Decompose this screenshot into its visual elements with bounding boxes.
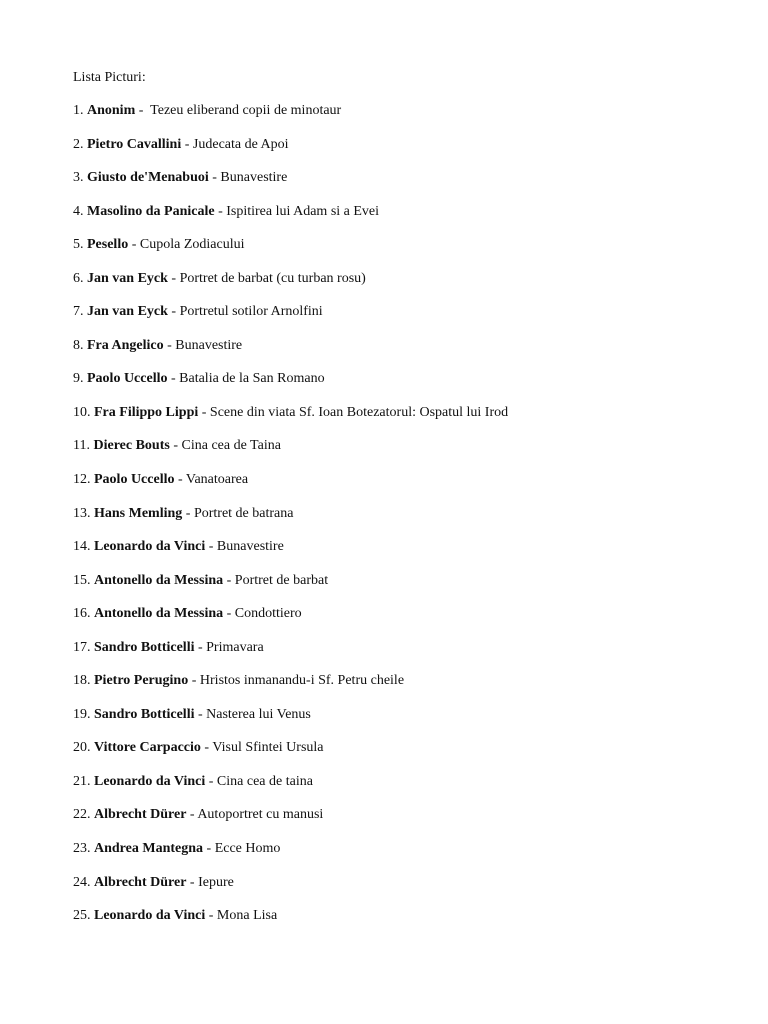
item-number: 24. bbox=[73, 874, 91, 890]
item-number: 2. bbox=[73, 136, 84, 152]
item-number: 4. bbox=[73, 203, 84, 219]
separator: - bbox=[181, 136, 193, 152]
artist-name: Fra Filippo Lippi bbox=[94, 404, 199, 420]
painting-title: Judecata de Apoi bbox=[192, 136, 289, 152]
item-number: 14. bbox=[73, 539, 91, 555]
list-item bbox=[73, 369, 508, 403]
painting-title: Vanatoarea bbox=[185, 472, 249, 488]
painting-title: Iepure bbox=[198, 874, 234, 890]
list-item bbox=[73, 772, 508, 806]
artist-name: Albrecht Dürer bbox=[94, 807, 187, 823]
item-number: 21. bbox=[73, 773, 91, 789]
artist-name: Jan van Eyck bbox=[87, 270, 168, 286]
separator: - bbox=[205, 539, 217, 555]
artist-name: Albrecht Dürer bbox=[94, 874, 187, 890]
separator: - bbox=[163, 337, 176, 353]
artist-name: Leonardo da Vinci bbox=[94, 539, 206, 555]
painting-title: Autoportret cu manusi bbox=[197, 807, 324, 823]
artist-name: Giusto de'Menabuoi bbox=[87, 170, 209, 186]
painting-title: Cupola Zodiacului bbox=[139, 237, 245, 253]
painting-title: Portretul sotilor Arnolfini bbox=[179, 304, 323, 320]
painting-title: Portret de batrana bbox=[193, 505, 294, 521]
list-item bbox=[73, 302, 508, 336]
artist-name: Antonello da Messina bbox=[94, 572, 224, 588]
separator: - bbox=[223, 572, 235, 588]
separator: - bbox=[167, 371, 180, 387]
painting-title: Visul Sfintei Ursula bbox=[212, 740, 324, 756]
item-number: 10. bbox=[73, 404, 91, 420]
separator: - bbox=[205, 773, 217, 789]
painting-title: Batalia de la San Romano bbox=[179, 371, 325, 387]
painting-title: Tezeu eliberand copii de minotaur bbox=[150, 103, 342, 118]
artist-name: Paolo Uccello bbox=[94, 472, 175, 488]
painting-title: Scene din viata Sf. Ioan Botezatorul: Ospatul lui Irod bbox=[209, 404, 509, 420]
separator: - bbox=[188, 673, 200, 689]
painting-list bbox=[73, 101, 508, 940]
item-number: 5. bbox=[73, 237, 84, 253]
artist-name: Pietro Cavallini bbox=[87, 136, 182, 152]
painting-title: Mona Lisa bbox=[216, 908, 278, 924]
list-item bbox=[73, 705, 508, 739]
separator: - bbox=[205, 908, 217, 924]
artist-name: Jan van Eyck bbox=[87, 304, 168, 320]
separator: - bbox=[208, 170, 221, 186]
painting-title: Portret de barbat bbox=[234, 572, 329, 588]
list-item bbox=[73, 571, 508, 605]
list-item bbox=[73, 403, 508, 437]
list-item bbox=[73, 235, 508, 269]
list-item bbox=[73, 202, 508, 236]
list-item bbox=[73, 504, 508, 538]
item-number: 17. bbox=[73, 639, 91, 655]
list-item bbox=[73, 101, 508, 135]
painting-title: Bunavestire bbox=[220, 170, 288, 186]
painting-title: Hristos inmanandu-i Sf. Petru cheile bbox=[199, 673, 405, 689]
separator: - bbox=[203, 841, 215, 857]
list-item bbox=[73, 470, 508, 504]
list-item bbox=[73, 671, 508, 705]
item-number: 12. bbox=[73, 472, 91, 488]
painting-title: Condottiero bbox=[234, 606, 302, 622]
separator: - bbox=[135, 103, 151, 118]
separator: - bbox=[128, 237, 140, 253]
list-item bbox=[73, 604, 508, 638]
item-number: 7. bbox=[73, 304, 84, 320]
list-item bbox=[73, 873, 508, 907]
artist-name: Sandro Botticelli bbox=[94, 706, 195, 722]
list-item bbox=[73, 135, 508, 169]
artist-name: Pesello bbox=[87, 237, 129, 253]
artist-name: Antonello da Messina bbox=[94, 606, 224, 622]
list-item bbox=[73, 436, 508, 470]
separator: - bbox=[169, 438, 182, 454]
painting-title: Nasterea lui Venus bbox=[206, 706, 311, 722]
separator: - bbox=[167, 304, 180, 320]
list-item bbox=[73, 638, 508, 672]
separator: - bbox=[194, 706, 207, 722]
item-number: 23. bbox=[73, 841, 91, 857]
item-number: 18. bbox=[73, 673, 91, 689]
separator: - bbox=[182, 505, 194, 521]
painting-title: Cina cea de taina bbox=[216, 773, 313, 789]
item-number: 1. bbox=[73, 103, 84, 118]
artist-name: Leonardo da Vinci bbox=[94, 773, 206, 789]
item-number: 6. bbox=[73, 270, 84, 286]
separator: - bbox=[223, 606, 235, 622]
item-number: 3. bbox=[73, 170, 84, 186]
list-heading: Lista Picturi: bbox=[73, 70, 146, 85]
separator: - bbox=[198, 404, 210, 420]
item-number: 22. bbox=[73, 807, 91, 823]
item-number: 16. bbox=[73, 606, 91, 622]
artist-name: Fra Angelico bbox=[87, 337, 164, 353]
separator: - bbox=[186, 807, 198, 823]
item-number: 15. bbox=[73, 572, 91, 588]
list-item bbox=[73, 738, 508, 772]
item-number: 25. bbox=[73, 908, 91, 924]
artist-name: Vittore Carpaccio bbox=[94, 740, 201, 756]
list-item bbox=[73, 168, 508, 202]
item-number: 13. bbox=[73, 505, 91, 521]
list-item bbox=[73, 805, 508, 839]
item-number: 8. bbox=[73, 337, 84, 353]
item-number: 19. bbox=[73, 706, 91, 722]
separator: - bbox=[200, 740, 213, 756]
painting-title: Bunavestire bbox=[216, 539, 284, 555]
artist-name: Leonardo da Vinci bbox=[94, 908, 206, 924]
painting-title: Bunavestire bbox=[175, 337, 243, 353]
artist-name: Anonim bbox=[87, 103, 136, 118]
separator: - bbox=[174, 472, 186, 488]
item-number: 9. bbox=[73, 371, 84, 387]
painting-title: Portret de barbat (cu turban rosu) bbox=[179, 270, 366, 286]
separator: - bbox=[186, 874, 199, 890]
painting-title: Cina cea de Taina bbox=[181, 438, 281, 454]
painting-title: Primavara bbox=[206, 639, 264, 655]
item-number: 11. bbox=[73, 438, 90, 454]
artist-name: Pietro Perugino bbox=[94, 673, 189, 689]
artist-name: Dierec Bouts bbox=[93, 438, 170, 454]
list-item bbox=[73, 906, 508, 940]
artist-name: Hans Memling bbox=[94, 505, 183, 521]
artist-name: Masolino da Panicale bbox=[87, 203, 215, 219]
list-item bbox=[73, 839, 508, 873]
separator: - bbox=[214, 203, 227, 219]
list-item bbox=[73, 269, 508, 303]
separator: - bbox=[194, 639, 207, 655]
artist-name: Andrea Mantegna bbox=[94, 841, 204, 857]
artist-name: Sandro Botticelli bbox=[94, 639, 195, 655]
list-item bbox=[73, 537, 508, 571]
painting-title: Ecce Homo bbox=[214, 841, 281, 857]
item-number: 20. bbox=[73, 740, 91, 756]
list-item bbox=[73, 336, 508, 370]
artist-name: Paolo Uccello bbox=[87, 371, 168, 387]
painting-title: Ispitirea lui Adam si a Evei bbox=[226, 203, 380, 219]
separator: - bbox=[167, 270, 180, 286]
